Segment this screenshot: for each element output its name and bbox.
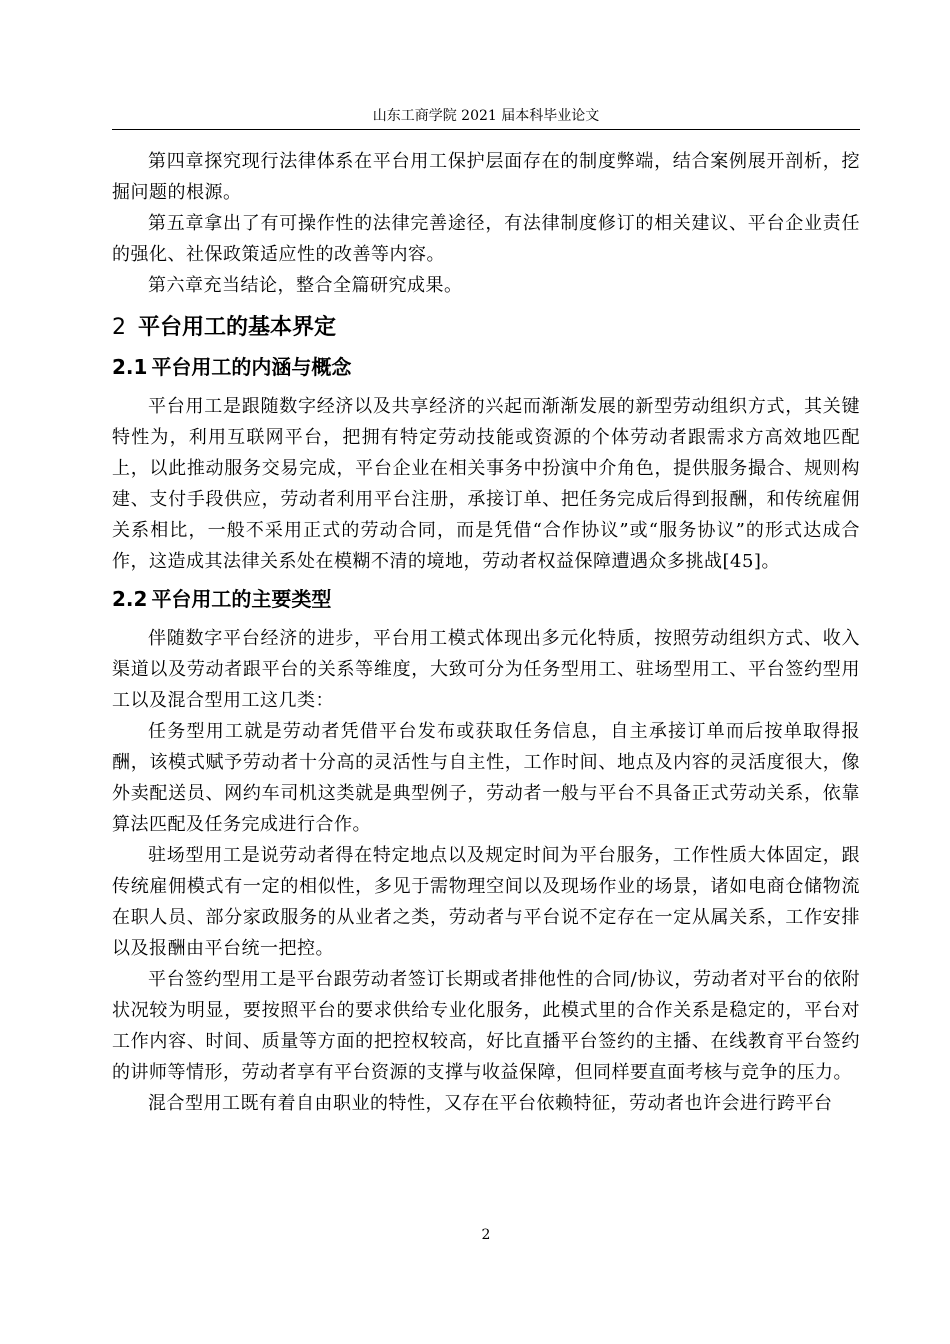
body-paragraph: 平台用工是跟随数字经济以及共享经济的兴起而渐渐发展的新型劳动组织方式，其关键特性为，利用互联网平台，把拥有特定劳动技能或资源的个体劳动者跟需求方高效地匹配上，以此推动服务交易完成，平台企业在相关事务中扮演中介角色，提供服务撮合、规则构建、支付手段供应，劳动者利用平台注册，承接订单、把任务完成后得到报酬，和传统雇佣关系相比，一般不采用正式的劳动合同，而是凭借“合作协议”或“服务协议”的形式达成合作，这造成其法律关系处在模糊不清的境地，劳动者权益保障遭遇众多挑战[45]。: [112, 396, 860, 572]
section-number: 2: [112, 315, 126, 340]
subsection-title: 平台用工的内涵与概念: [151, 355, 352, 379]
subsection-title: 平台用工的主要类型: [151, 587, 332, 611]
header-divider: [112, 129, 860, 130]
page-number: 2: [481, 1227, 491, 1243]
intro-paragraph: 第六章充当结论，整合全篇研究成果。: [148, 275, 463, 296]
subsection-heading-2-1: [112, 351, 860, 383]
body-paragraph: 伴随数字平台经济的进步，平台用工模式体现出多元化特质，按照劳动组织方式、收入渠道以及劳动者跟平台的关系等维度，大致可分为任务型用工、驻场型用工、平台签约型用工以及混合型用工这几类：: [112, 628, 860, 711]
body-paragraph: 任务型用工就是劳动者凭借平台发布或获取任务信息，自主承接订单而后按单取得报酬，该模式赋予劳动者十分高的灵活性与自主性，工作时间、地点及内容的灵活度很大，像外卖配送员、网约车司机这类就是典型例子，劳动者一般与平台不具备正式劳动关系，依靠算法匹配及任务完成进行合作。: [112, 721, 860, 835]
section-heading-2: [112, 311, 860, 345]
subsection-number: 2.1: [112, 355, 148, 379]
body-paragraph: 混合型用工既有着自由职业的特性，又存在平台依赖特征，劳动者也许会进行跨平台: [148, 1093, 833, 1114]
running-header: 山东工商学院 2021 届本科毕业论文: [372, 108, 600, 124]
subsection-heading-2-2: [112, 583, 860, 615]
body-paragraph: 驻场型用工是说劳动者得在特定地点以及规定时间为平台服务，工作性质大体固定，跟传统雇佣模式有一定的相似性，多见于需物理空间以及现场作业的场景，诸如电商仓储物流在职人员、部分家政服务的从业者之类，劳动者与平台说不定存在一定从属关系，工作安排以及报酬由平台统一把控。: [112, 845, 860, 959]
intro-paragraph: 第五章拿出了有可操作性的法律完善途径，有法律制度修订的相关建议、平台企业责任的强化、社保政策适应性的改善等内容。: [112, 213, 860, 265]
subsection-number: 2.2: [112, 587, 148, 611]
body-paragraph: 平台签约型用工是平台跟劳动者签订长期或者排他性的合同/协议，劳动者对平台的依附状况较为明显，要按照平台的要求供给专业化服务，此模式里的合作关系是稳定的，平台对工作内容、时间、质量等方面的把控权较高，好比直播平台签约的主播、在线教育平台签约的讲师等情形，劳动者享有平台资源的支撑与收益保障，但同样要直面考核与竞争的压力。: [112, 969, 860, 1083]
intro-paragraph: 第四章探究现行法律体系在平台用工保护层面存在的制度弊端，结合案例展开剖析，挖掘问题的根源。: [112, 151, 860, 203]
page-body: [112, 146, 860, 1119]
section-title: 平台用工的基本界定: [138, 315, 337, 340]
